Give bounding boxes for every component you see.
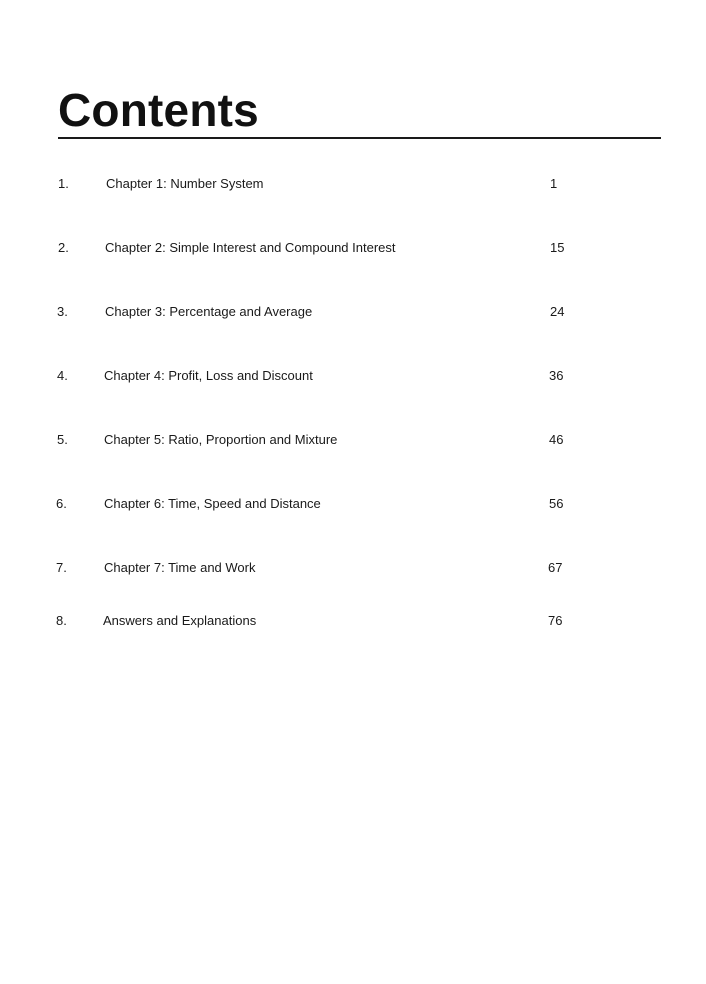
toc-entry-7[interactable] bbox=[0, 558, 706, 578]
toc-entry-8[interactable] bbox=[0, 611, 706, 631]
toc-entry-title: Chapter 7: Time and Work bbox=[104, 560, 256, 575]
toc-entry-number: 7. bbox=[56, 560, 67, 575]
toc-entry-title: Chapter 5: Ratio, Proportion and Mixture bbox=[104, 432, 338, 447]
toc-entry-title: Chapter 3: Percentage and Average bbox=[105, 304, 313, 319]
toc-entry-number: 5. bbox=[57, 432, 68, 447]
toc-entry-1[interactable] bbox=[0, 174, 706, 194]
toc-entry-title: Answers and Explanations bbox=[103, 613, 257, 628]
toc-entry-page: 56 bbox=[549, 496, 564, 511]
page-title: Contents bbox=[58, 84, 259, 136]
toc-entry-number: 6. bbox=[56, 496, 67, 511]
toc-entry-page: 46 bbox=[549, 432, 564, 447]
toc-entry-number: 4. bbox=[57, 368, 68, 383]
toc-entry-title: Chapter 4: Profit, Loss and Discount bbox=[104, 368, 313, 383]
toc-entry-page: 67 bbox=[548, 560, 563, 575]
toc-entry-number: 2. bbox=[58, 240, 69, 255]
toc-entry-2[interactable] bbox=[0, 238, 706, 258]
toc-entry-title: Chapter 1: Number System bbox=[106, 176, 264, 191]
toc-entry-page: 36 bbox=[549, 368, 564, 383]
toc-entry-page: 15 bbox=[550, 240, 565, 255]
toc-entry-3[interactable] bbox=[0, 302, 706, 322]
toc-entry-title: Chapter 6: Time, Speed and Distance bbox=[104, 496, 321, 511]
toc-entry-4[interactable] bbox=[0, 366, 706, 386]
toc-entry-number: 3. bbox=[57, 304, 68, 319]
toc-entry-5[interactable] bbox=[0, 430, 706, 450]
toc-entry-page: 1 bbox=[550, 176, 558, 191]
toc-entry-6[interactable] bbox=[0, 494, 706, 514]
toc-entry-title: Chapter 2: Simple Interest and Compound Interest bbox=[105, 240, 396, 255]
toc-entry-number: 1. bbox=[58, 176, 69, 191]
toc-entry-number: 8. bbox=[56, 613, 67, 628]
toc-entry-page: 24 bbox=[550, 304, 565, 319]
toc-entry-page: 76 bbox=[548, 613, 563, 628]
